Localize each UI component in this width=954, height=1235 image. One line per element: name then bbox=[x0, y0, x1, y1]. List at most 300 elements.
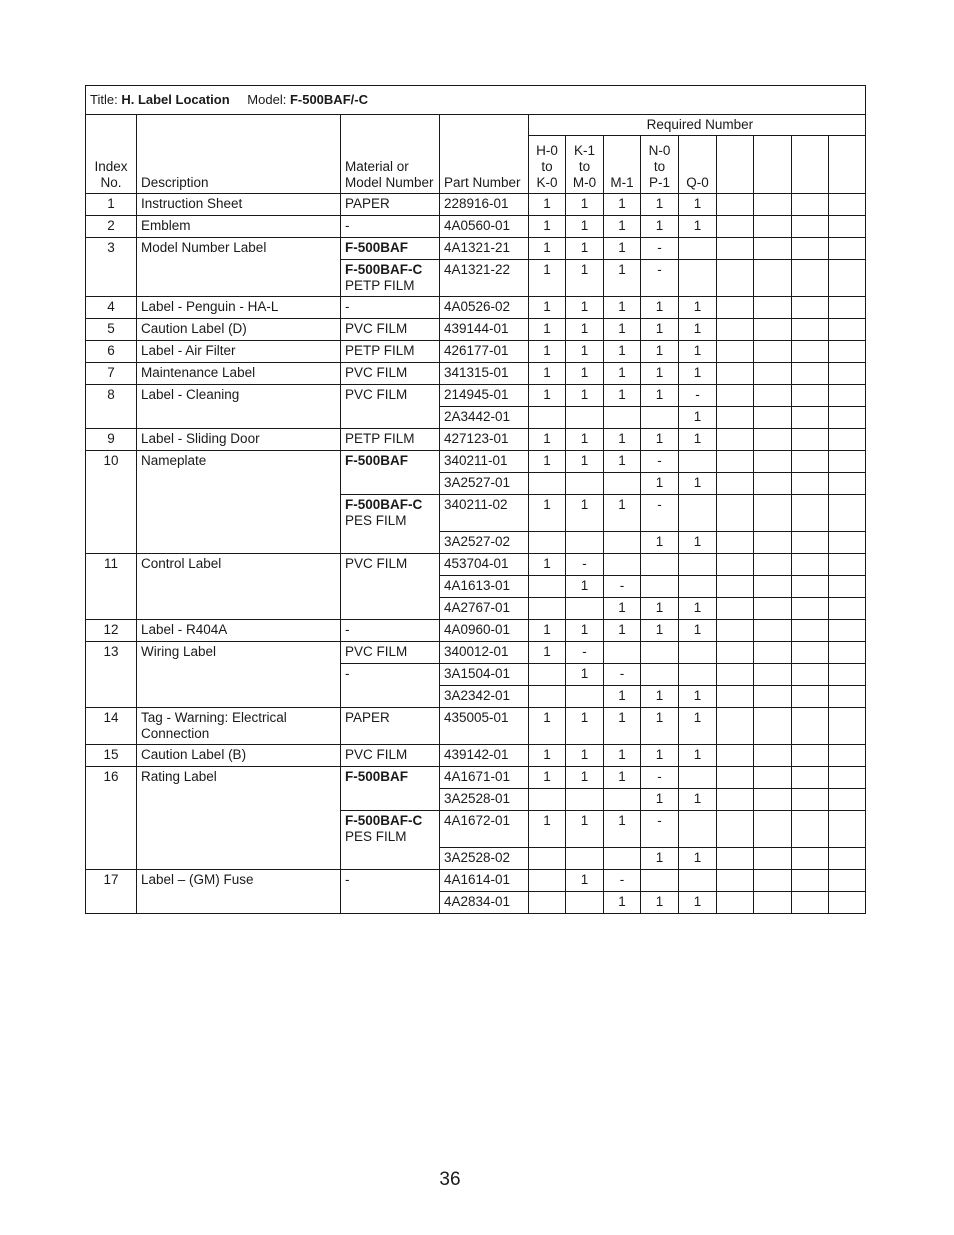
blank-cell bbox=[829, 848, 866, 870]
qty-cell: - bbox=[679, 385, 717, 407]
qty-cell: - bbox=[641, 495, 679, 532]
table-row bbox=[86, 745, 866, 767]
description-cell: Instruction Sheet bbox=[137, 194, 341, 216]
blank-serial-header bbox=[754, 136, 792, 194]
part-number-cell: 3A2527-01 bbox=[440, 473, 529, 495]
blank-cell bbox=[717, 767, 754, 789]
qty-cell: 1 bbox=[641, 297, 679, 319]
blank-cell bbox=[829, 708, 866, 745]
qty-cell: 1 bbox=[529, 495, 566, 532]
part-number-cell: 427123-01 bbox=[440, 429, 529, 451]
model-value: F-500BAF/-C bbox=[289, 92, 368, 107]
qty-cell: 1 bbox=[529, 554, 566, 576]
qty-cell: 1 bbox=[529, 642, 566, 664]
table-row bbox=[86, 642, 866, 664]
qty-cell bbox=[529, 664, 566, 686]
qty-cell: 1 bbox=[641, 473, 679, 495]
blank-cell bbox=[792, 495, 829, 532]
qty-cell bbox=[604, 532, 641, 554]
blank-cell bbox=[754, 473, 792, 495]
qty-cell bbox=[641, 554, 679, 576]
qty-cell bbox=[641, 407, 679, 429]
table-row bbox=[86, 708, 866, 745]
blank-cell bbox=[754, 297, 792, 319]
qty-cell: 1 bbox=[679, 319, 717, 341]
label-location-table bbox=[85, 85, 866, 914]
material-cell: F-500BAF bbox=[341, 767, 440, 811]
qty-cell: 1 bbox=[529, 451, 566, 473]
part-number-cell: 439144-01 bbox=[440, 319, 529, 341]
table-row bbox=[86, 870, 866, 892]
part-number-cell: 4A0560-01 bbox=[440, 216, 529, 238]
description-cell: Label - Sliding Door bbox=[137, 429, 341, 451]
blank-cell bbox=[829, 238, 866, 260]
qty-cell: 1 bbox=[604, 811, 641, 848]
qty-cell: 1 bbox=[566, 620, 604, 642]
part-number-cell: 4A1321-22 bbox=[440, 260, 529, 297]
material-cell: F-500BAF-C PES FILM bbox=[341, 495, 440, 554]
qty-cell: 1 bbox=[529, 216, 566, 238]
qty-cell bbox=[566, 532, 604, 554]
qty-cell: 1 bbox=[529, 194, 566, 216]
material-cell: PVC FILM bbox=[341, 363, 440, 385]
blank-cell bbox=[792, 848, 829, 870]
blank-cell bbox=[754, 319, 792, 341]
qty-cell bbox=[529, 407, 566, 429]
table-row bbox=[86, 238, 866, 260]
blank-cell bbox=[717, 297, 754, 319]
qty-cell: 1 bbox=[604, 260, 641, 297]
blank-cell bbox=[717, 620, 754, 642]
blank-cell bbox=[792, 238, 829, 260]
qty-cell: 1 bbox=[529, 238, 566, 260]
qty-cell: - bbox=[604, 576, 641, 598]
qty-cell: 1 bbox=[641, 532, 679, 554]
description-cell: Rating Label bbox=[137, 767, 341, 870]
blank-cell bbox=[717, 745, 754, 767]
blank-cell bbox=[754, 363, 792, 385]
blank-cell bbox=[792, 767, 829, 789]
table-row bbox=[86, 767, 866, 789]
qty-cell: 1 bbox=[529, 363, 566, 385]
qty-cell bbox=[566, 892, 604, 914]
qty-cell: 1 bbox=[641, 363, 679, 385]
qty-cell: 1 bbox=[604, 620, 641, 642]
blank-serial-header bbox=[792, 136, 829, 194]
blank-cell bbox=[717, 363, 754, 385]
qty-cell: 1 bbox=[529, 745, 566, 767]
description-cell: Maintenance Label bbox=[137, 363, 341, 385]
index-cell: 12 bbox=[86, 620, 137, 642]
table-row bbox=[86, 216, 866, 238]
qty-cell: 1 bbox=[604, 708, 641, 745]
part-number-cell: 3A2528-01 bbox=[440, 789, 529, 811]
blank-cell bbox=[717, 664, 754, 686]
blank-cell bbox=[829, 686, 866, 708]
part-number-cell: 340012-01 bbox=[440, 642, 529, 664]
qty-cell bbox=[529, 576, 566, 598]
description-cell: Label - Air Filter bbox=[137, 341, 341, 363]
qty-cell: 1 bbox=[604, 686, 641, 708]
qty-cell: 1 bbox=[679, 686, 717, 708]
qty-cell: 1 bbox=[529, 341, 566, 363]
blank-cell bbox=[754, 811, 792, 848]
qty-cell bbox=[679, 554, 717, 576]
table-row bbox=[86, 341, 866, 363]
qty-cell: 1 bbox=[641, 385, 679, 407]
part-number-cell: 340211-02 bbox=[440, 495, 529, 532]
blank-cell bbox=[754, 848, 792, 870]
qty-cell: - bbox=[641, 811, 679, 848]
blank-cell bbox=[792, 620, 829, 642]
material-cell: PAPER bbox=[341, 708, 440, 745]
qty-cell: 1 bbox=[679, 789, 717, 811]
qty-cell: 1 bbox=[641, 194, 679, 216]
blank-cell bbox=[717, 385, 754, 407]
qty-cell bbox=[641, 870, 679, 892]
table-row bbox=[86, 363, 866, 385]
blank-cell bbox=[792, 745, 829, 767]
blank-cell bbox=[717, 451, 754, 473]
qty-cell: 1 bbox=[566, 260, 604, 297]
blank-cell bbox=[829, 598, 866, 620]
blank-cell bbox=[717, 642, 754, 664]
blank-cell bbox=[717, 811, 754, 848]
qty-cell: 1 bbox=[566, 745, 604, 767]
qty-cell bbox=[679, 811, 717, 848]
table-row bbox=[86, 620, 866, 642]
blank-cell bbox=[754, 385, 792, 407]
qty-cell: 1 bbox=[641, 848, 679, 870]
qty-cell bbox=[679, 870, 717, 892]
part-number-cell: 439142-01 bbox=[440, 745, 529, 767]
description-cell: Wiring Label bbox=[137, 642, 341, 708]
qty-cell: 1 bbox=[529, 811, 566, 848]
blank-cell bbox=[717, 532, 754, 554]
blank-cell bbox=[829, 495, 866, 532]
qty-cell: 1 bbox=[529, 385, 566, 407]
table-row bbox=[86, 319, 866, 341]
qty-cell: 1 bbox=[604, 341, 641, 363]
qty-cell: 1 bbox=[679, 429, 717, 451]
index-cell: 16 bbox=[86, 767, 137, 870]
qty-cell: 1 bbox=[641, 216, 679, 238]
blank-cell bbox=[792, 576, 829, 598]
material-cell: - bbox=[341, 620, 440, 642]
index-cell: 4 bbox=[86, 297, 137, 319]
blank-cell bbox=[829, 341, 866, 363]
blank-cell bbox=[792, 473, 829, 495]
index-cell: 2 bbox=[86, 216, 137, 238]
index-cell: 11 bbox=[86, 554, 137, 620]
qty-cell: 1 bbox=[604, 429, 641, 451]
qty-cell bbox=[566, 473, 604, 495]
qty-cell bbox=[529, 473, 566, 495]
material-cell: PVC FILM bbox=[341, 554, 440, 620]
qty-cell bbox=[529, 598, 566, 620]
material-cell: PVC FILM bbox=[341, 385, 440, 429]
qty-cell: 1 bbox=[566, 429, 604, 451]
blank-cell bbox=[754, 745, 792, 767]
qty-cell bbox=[529, 892, 566, 914]
qty-cell: 1 bbox=[679, 708, 717, 745]
material-cell: PETP FILM bbox=[341, 341, 440, 363]
description-cell: Caution Label (D) bbox=[137, 319, 341, 341]
blank-cell bbox=[792, 598, 829, 620]
blank-cell bbox=[792, 789, 829, 811]
blank-cell bbox=[829, 745, 866, 767]
blank-cell bbox=[792, 297, 829, 319]
table-row bbox=[86, 554, 866, 576]
qty-cell: 1 bbox=[529, 767, 566, 789]
material-cell: - bbox=[341, 216, 440, 238]
qty-cell: 1 bbox=[679, 532, 717, 554]
part-number-cell: 453704-01 bbox=[440, 554, 529, 576]
blank-cell bbox=[754, 892, 792, 914]
qty-cell: 1 bbox=[604, 363, 641, 385]
qty-cell bbox=[604, 642, 641, 664]
qty-cell: 1 bbox=[641, 708, 679, 745]
blank-cell bbox=[754, 620, 792, 642]
blank-cell bbox=[792, 664, 829, 686]
qty-cell: 1 bbox=[604, 767, 641, 789]
qty-cell bbox=[679, 767, 717, 789]
qty-cell: 1 bbox=[679, 407, 717, 429]
qty-cell: - bbox=[566, 554, 604, 576]
blank-cell bbox=[829, 451, 866, 473]
blank-cell bbox=[829, 664, 866, 686]
table-row bbox=[86, 297, 866, 319]
blank-cell bbox=[792, 451, 829, 473]
blank-cell bbox=[829, 260, 866, 297]
qty-cell bbox=[566, 598, 604, 620]
qty-cell bbox=[566, 686, 604, 708]
blank-cell bbox=[754, 341, 792, 363]
index-cell: 7 bbox=[86, 363, 137, 385]
qty-cell bbox=[529, 789, 566, 811]
qty-cell: 1 bbox=[641, 429, 679, 451]
qty-cell: 1 bbox=[529, 429, 566, 451]
blank-cell bbox=[717, 598, 754, 620]
qty-cell: 1 bbox=[641, 319, 679, 341]
blank-cell bbox=[829, 297, 866, 319]
description-cell: Nameplate bbox=[137, 451, 341, 554]
blank-cell bbox=[717, 238, 754, 260]
blank-cell bbox=[717, 870, 754, 892]
blank-cell bbox=[717, 194, 754, 216]
blank-cell bbox=[754, 451, 792, 473]
qty-cell bbox=[641, 576, 679, 598]
qty-cell: 1 bbox=[529, 319, 566, 341]
blank-cell bbox=[829, 363, 866, 385]
qty-cell bbox=[679, 664, 717, 686]
qty-cell: 1 bbox=[679, 216, 717, 238]
blank-cell bbox=[754, 532, 792, 554]
blank-cell bbox=[717, 429, 754, 451]
blank-cell bbox=[792, 407, 829, 429]
qty-cell: - bbox=[641, 767, 679, 789]
blank-cell bbox=[829, 554, 866, 576]
qty-cell bbox=[529, 870, 566, 892]
qty-cell: 1 bbox=[566, 319, 604, 341]
serial-header: M-1 bbox=[604, 136, 641, 194]
qty-cell: - bbox=[641, 238, 679, 260]
description-cell: Emblem bbox=[137, 216, 341, 238]
qty-cell: 1 bbox=[566, 708, 604, 745]
index-cell: 15 bbox=[86, 745, 137, 767]
blank-cell bbox=[717, 576, 754, 598]
qty-cell bbox=[566, 789, 604, 811]
blank-cell bbox=[717, 319, 754, 341]
blank-cell bbox=[792, 532, 829, 554]
index-cell: 3 bbox=[86, 238, 137, 297]
blank-cell bbox=[792, 341, 829, 363]
blank-cell bbox=[717, 554, 754, 576]
title-label: Title: bbox=[90, 92, 118, 107]
blank-cell bbox=[792, 642, 829, 664]
qty-cell: 1 bbox=[641, 789, 679, 811]
qty-cell bbox=[566, 848, 604, 870]
part-number-cell: 4A1671-01 bbox=[440, 767, 529, 789]
blank-cell bbox=[754, 429, 792, 451]
blank-cell bbox=[754, 789, 792, 811]
part-number-cell: 4A2767-01 bbox=[440, 598, 529, 620]
index-cell: 14 bbox=[86, 708, 137, 745]
index-cell: 8 bbox=[86, 385, 137, 429]
blank-cell bbox=[717, 260, 754, 297]
qty-cell: 1 bbox=[566, 576, 604, 598]
part-number-cell: 426177-01 bbox=[440, 341, 529, 363]
qty-cell: 1 bbox=[641, 598, 679, 620]
blank-cell bbox=[829, 385, 866, 407]
blank-cell bbox=[829, 767, 866, 789]
qty-cell: 1 bbox=[679, 745, 717, 767]
qty-cell bbox=[679, 238, 717, 260]
index-cell: 13 bbox=[86, 642, 137, 708]
qty-cell: 1 bbox=[604, 495, 641, 532]
qty-cell bbox=[679, 576, 717, 598]
qty-cell: 1 bbox=[641, 745, 679, 767]
qty-cell: 1 bbox=[566, 811, 604, 848]
index-cell: 9 bbox=[86, 429, 137, 451]
blank-cell bbox=[754, 407, 792, 429]
qty-cell: 1 bbox=[529, 708, 566, 745]
qty-cell: 1 bbox=[566, 767, 604, 789]
qty-cell: - bbox=[566, 642, 604, 664]
blank-cell bbox=[754, 194, 792, 216]
blank-cell bbox=[717, 789, 754, 811]
part-number-header: Part Number bbox=[440, 115, 529, 194]
qty-cell bbox=[641, 642, 679, 664]
index-cell: 5 bbox=[86, 319, 137, 341]
qty-cell bbox=[679, 451, 717, 473]
blank-cell bbox=[792, 319, 829, 341]
qty-cell: 1 bbox=[604, 319, 641, 341]
qty-cell: 1 bbox=[604, 451, 641, 473]
blank-cell bbox=[829, 811, 866, 848]
description-cell: Tag - Warning: Electrical Connection bbox=[137, 708, 341, 745]
part-number-cell: 3A2528-02 bbox=[440, 848, 529, 870]
blank-cell bbox=[754, 598, 792, 620]
qty-cell: 1 bbox=[679, 892, 717, 914]
qty-cell: 1 bbox=[604, 238, 641, 260]
index-cell: 10 bbox=[86, 451, 137, 554]
blank-cell bbox=[792, 216, 829, 238]
qty-cell: 1 bbox=[679, 598, 717, 620]
blank-serial-header bbox=[829, 136, 866, 194]
blank-cell bbox=[717, 686, 754, 708]
blank-cell bbox=[829, 216, 866, 238]
blank-cell bbox=[754, 708, 792, 745]
part-number-cell: 3A2342-01 bbox=[440, 686, 529, 708]
part-number-cell: 228916-01 bbox=[440, 194, 529, 216]
qty-cell: 1 bbox=[566, 363, 604, 385]
material-cell: F-500BAF bbox=[341, 238, 440, 260]
blank-cell bbox=[829, 620, 866, 642]
part-number-cell: 4A1672-01 bbox=[440, 811, 529, 848]
table-title bbox=[86, 86, 866, 115]
description-cell: Label – (GM) Fuse bbox=[137, 870, 341, 914]
blank-cell bbox=[792, 870, 829, 892]
blank-cell bbox=[717, 216, 754, 238]
qty-cell bbox=[604, 848, 641, 870]
qty-cell bbox=[566, 407, 604, 429]
blank-cell bbox=[754, 686, 792, 708]
qty-cell: 1 bbox=[566, 385, 604, 407]
qty-cell bbox=[679, 642, 717, 664]
blank-cell bbox=[829, 789, 866, 811]
blank-cell bbox=[829, 429, 866, 451]
blank-cell bbox=[792, 260, 829, 297]
qty-cell: 1 bbox=[529, 620, 566, 642]
description-header: Description bbox=[137, 115, 341, 194]
blank-cell bbox=[754, 664, 792, 686]
blank-cell bbox=[754, 870, 792, 892]
part-number-cell: 214945-01 bbox=[440, 385, 529, 407]
material-cell: PAPER bbox=[341, 194, 440, 216]
qty-cell: 1 bbox=[604, 385, 641, 407]
page-number: 36 bbox=[439, 1169, 461, 1190]
blank-cell bbox=[792, 708, 829, 745]
qty-cell bbox=[604, 789, 641, 811]
material-cell: F-500BAF-C PES FILM bbox=[341, 811, 440, 870]
material-cell: PETP FILM bbox=[341, 429, 440, 451]
blank-cell bbox=[717, 892, 754, 914]
qty-cell: 1 bbox=[529, 260, 566, 297]
blank-cell bbox=[829, 532, 866, 554]
qty-cell bbox=[604, 554, 641, 576]
blank-cell bbox=[829, 892, 866, 914]
qty-cell: 1 bbox=[566, 216, 604, 238]
qty-cell: 1 bbox=[604, 598, 641, 620]
serial-header: Q-0 bbox=[679, 136, 717, 194]
blank-cell bbox=[829, 407, 866, 429]
material-cell: PVC FILM bbox=[341, 745, 440, 767]
qty-cell: 1 bbox=[566, 238, 604, 260]
table-row bbox=[86, 194, 866, 216]
material-cell: F-500BAF bbox=[341, 451, 440, 495]
qty-cell bbox=[604, 407, 641, 429]
qty-cell: - bbox=[641, 451, 679, 473]
qty-cell: - bbox=[604, 664, 641, 686]
blank-cell bbox=[792, 194, 829, 216]
part-number-cell: 435005-01 bbox=[440, 708, 529, 745]
blank-cell bbox=[754, 576, 792, 598]
material-cell: - bbox=[341, 870, 440, 914]
blank-cell bbox=[792, 811, 829, 848]
material-cell: PVC FILM bbox=[341, 319, 440, 341]
part-number-cell: 4A1614-01 bbox=[440, 870, 529, 892]
